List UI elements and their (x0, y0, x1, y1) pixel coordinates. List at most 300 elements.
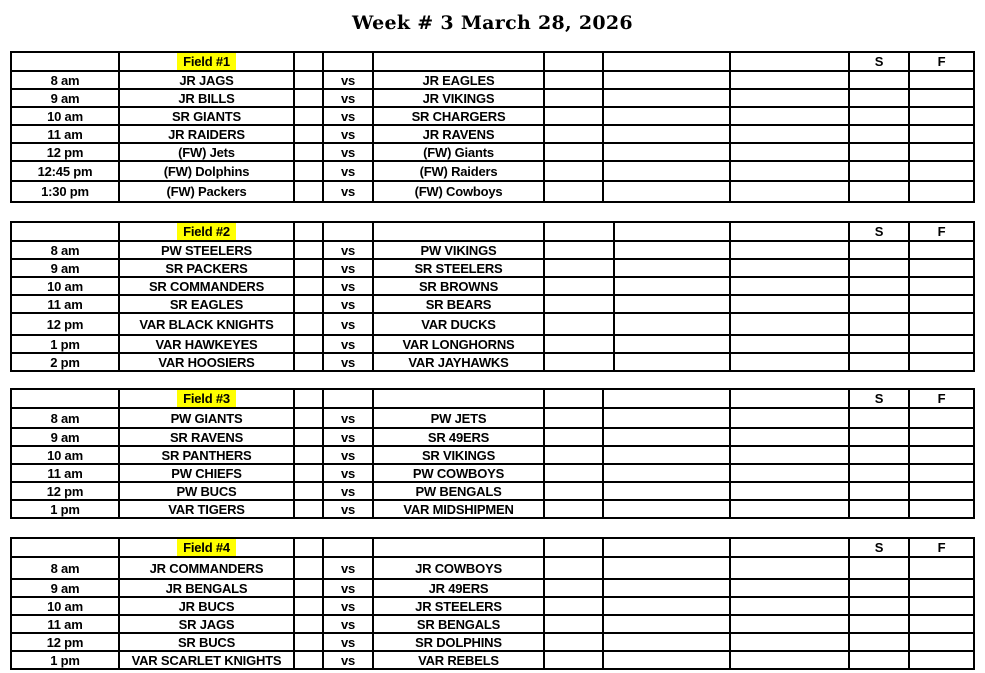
score-cell (849, 161, 909, 181)
spacer-cell (544, 464, 603, 482)
header-field-cell (119, 538, 294, 557)
score-cell (849, 464, 909, 482)
away-team-cell: SR VIKINGS (373, 446, 544, 464)
spacer-cell (294, 241, 323, 259)
spacer-cell (544, 579, 603, 597)
header-forfeit-col: F (909, 538, 974, 557)
home-team-cell: JR JAGS (119, 71, 294, 89)
empty-cell (730, 615, 849, 633)
vs-label: vs (323, 633, 373, 651)
vs-label: vs (323, 557, 373, 579)
empty-cell (730, 125, 849, 143)
empty-cell (730, 222, 849, 241)
spacer-cell (544, 89, 603, 107)
time-cell: 9 am (11, 579, 119, 597)
away-team-cell: SR BENGALS (373, 615, 544, 633)
forfeit-cell (909, 295, 974, 313)
empty-cell (603, 389, 730, 408)
game-row (11, 579, 974, 597)
empty-cell (603, 408, 730, 428)
header-time-cell (11, 222, 119, 241)
score-cell (849, 143, 909, 161)
spacer-cell (544, 241, 614, 259)
spacer-cell (544, 500, 603, 518)
schedule-table-field-1 (10, 51, 975, 203)
score-cell (849, 241, 909, 259)
spacer-cell (544, 615, 603, 633)
empty-cell (544, 389, 603, 408)
time-cell: 10 am (11, 597, 119, 615)
empty-cell (730, 161, 849, 181)
forfeit-cell (909, 353, 974, 371)
empty-cell (603, 89, 730, 107)
empty-cell (730, 464, 849, 482)
away-team-cell: VAR MIDSHIPMEN (373, 500, 544, 518)
forfeit-cell (909, 71, 974, 89)
time-cell: 8 am (11, 408, 119, 428)
vs-label: vs (323, 241, 373, 259)
vs-label: vs (323, 161, 373, 181)
vs-label: vs (323, 107, 373, 125)
header-score-col: S (849, 389, 909, 408)
home-team-cell: (FW) Jets (119, 143, 294, 161)
time-cell: 11 am (11, 125, 119, 143)
home-team-cell: JR BUCS (119, 597, 294, 615)
spacer-cell (294, 107, 323, 125)
time-cell: 11 am (11, 295, 119, 313)
spacer-cell (294, 651, 323, 669)
time-cell: 1 pm (11, 335, 119, 353)
home-team-cell: SR PANTHERS (119, 446, 294, 464)
away-team-cell: JR VIKINGS (373, 89, 544, 107)
game-row (11, 89, 974, 107)
empty-cell (730, 408, 849, 428)
spacer-cell (544, 143, 603, 161)
table-header-row (11, 389, 974, 408)
score-cell (849, 633, 909, 651)
spacer-cell (544, 353, 614, 371)
away-team-cell: JR 49ERS (373, 579, 544, 597)
spacer-cell (544, 428, 603, 446)
home-team-cell: (FW) Dolphins (119, 161, 294, 181)
spacer-cell (544, 633, 603, 651)
empty-cell (323, 52, 373, 71)
forfeit-cell (909, 161, 974, 181)
score-cell (849, 482, 909, 500)
away-team-cell: (FW) Raiders (373, 161, 544, 181)
spacer-cell (544, 277, 614, 295)
empty-cell (730, 241, 849, 259)
game-row (11, 651, 974, 669)
empty-cell (730, 89, 849, 107)
header-score-col: S (849, 222, 909, 241)
header-time-cell (11, 52, 119, 71)
game-row (11, 353, 974, 371)
schedule-table-field-3 (10, 388, 975, 519)
home-team-cell: SR BUCS (119, 633, 294, 651)
spacer-cell (544, 107, 603, 125)
spacer-cell (294, 464, 323, 482)
away-team-cell: (FW) Giants (373, 143, 544, 161)
home-team-cell: PW STEELERS (119, 241, 294, 259)
spacer-cell (544, 597, 603, 615)
score-cell (849, 313, 909, 335)
vs-label: vs (323, 464, 373, 482)
empty-cell (614, 295, 730, 313)
time-cell: 9 am (11, 428, 119, 446)
forfeit-cell (909, 446, 974, 464)
vs-label: vs (323, 597, 373, 615)
home-team-cell: PW GIANTS (119, 408, 294, 428)
away-team-cell: SR BROWNS (373, 277, 544, 295)
forfeit-cell (909, 125, 974, 143)
vs-label: vs (323, 446, 373, 464)
away-team-cell: VAR DUCKS (373, 313, 544, 335)
empty-cell (323, 538, 373, 557)
game-row (11, 143, 974, 161)
spacer-cell (544, 295, 614, 313)
game-row (11, 241, 974, 259)
empty-cell (730, 633, 849, 651)
forfeit-cell (909, 313, 974, 335)
empty-cell (730, 579, 849, 597)
empty-cell (603, 633, 730, 651)
spacer-cell (294, 500, 323, 518)
header-forfeit-col: F (909, 222, 974, 241)
empty-cell (603, 500, 730, 518)
away-team-cell: VAR REBELS (373, 651, 544, 669)
table-header-row (11, 538, 974, 557)
spacer-cell (544, 161, 603, 181)
spacer-cell (294, 408, 323, 428)
time-cell: 2 pm (11, 353, 119, 371)
score-cell (849, 107, 909, 125)
score-cell (849, 353, 909, 371)
score-cell (849, 428, 909, 446)
empty-cell (730, 335, 849, 353)
spacer-cell (294, 259, 323, 277)
empty-cell (294, 222, 323, 241)
score-cell (849, 125, 909, 143)
forfeit-cell (909, 651, 974, 669)
forfeit-cell (909, 277, 974, 295)
empty-cell (730, 500, 849, 518)
spacer-cell (544, 313, 614, 335)
game-row (11, 428, 974, 446)
empty-cell (603, 143, 730, 161)
home-team-cell: VAR TIGERS (119, 500, 294, 518)
vs-label: vs (323, 295, 373, 313)
game-row (11, 335, 974, 353)
game-row (11, 125, 974, 143)
empty-cell (730, 389, 849, 408)
header-time-cell (11, 538, 119, 557)
empty-cell (730, 557, 849, 579)
time-cell: 8 am (11, 241, 119, 259)
forfeit-cell (909, 464, 974, 482)
table-header-row (11, 222, 974, 241)
forfeit-cell (909, 579, 974, 597)
away-team-cell: PW BENGALS (373, 482, 544, 500)
forfeit-cell (909, 143, 974, 161)
home-team-cell: (FW) Packers (119, 181, 294, 202)
away-team-cell: SR BEARS (373, 295, 544, 313)
game-row (11, 446, 974, 464)
empty-cell (544, 538, 603, 557)
spacer-cell (294, 277, 323, 295)
away-team-cell: PW VIKINGS (373, 241, 544, 259)
field-label: Field #4 (177, 539, 236, 556)
game-row (11, 633, 974, 651)
time-cell: 10 am (11, 446, 119, 464)
empty-cell (323, 222, 373, 241)
time-cell: 12 pm (11, 633, 119, 651)
empty-cell (730, 353, 849, 371)
spacer-cell (294, 579, 323, 597)
empty-cell (603, 107, 730, 125)
spacer-cell (544, 259, 614, 277)
score-cell (849, 597, 909, 615)
forfeit-cell (909, 259, 974, 277)
time-cell: 12 pm (11, 482, 119, 500)
empty-cell (373, 538, 544, 557)
score-cell (849, 408, 909, 428)
vs-label: vs (323, 89, 373, 107)
empty-cell (614, 313, 730, 335)
time-cell: 8 am (11, 71, 119, 89)
home-team-cell: SR COMMANDERS (119, 277, 294, 295)
vs-label: vs (323, 500, 373, 518)
empty-cell (730, 107, 849, 125)
spacer-cell (294, 633, 323, 651)
empty-cell (730, 482, 849, 500)
spacer-cell (294, 89, 323, 107)
vs-label: vs (323, 353, 373, 371)
vs-label: vs (323, 335, 373, 353)
vs-label: vs (323, 259, 373, 277)
forfeit-cell (909, 428, 974, 446)
score-cell (849, 335, 909, 353)
spacer-cell (294, 353, 323, 371)
game-row (11, 277, 974, 295)
empty-cell (730, 143, 849, 161)
game-row (11, 313, 974, 335)
empty-cell (730, 295, 849, 313)
empty-cell (603, 615, 730, 633)
forfeit-cell (909, 335, 974, 353)
header-score-col: S (849, 538, 909, 557)
header-forfeit-col: F (909, 52, 974, 71)
time-cell: 10 am (11, 107, 119, 125)
spacer-cell (294, 313, 323, 335)
home-team-cell: SR JAGS (119, 615, 294, 633)
forfeit-cell (909, 597, 974, 615)
score-cell (849, 89, 909, 107)
game-row (11, 181, 974, 202)
game-row (11, 482, 974, 500)
empty-cell (730, 446, 849, 464)
forfeit-cell (909, 89, 974, 107)
vs-label: vs (323, 615, 373, 633)
away-team-cell: JR COWBOYS (373, 557, 544, 579)
time-cell: 1 pm (11, 651, 119, 669)
empty-cell (603, 428, 730, 446)
empty-cell (730, 277, 849, 295)
empty-cell (544, 222, 614, 241)
score-cell (849, 259, 909, 277)
home-team-cell: SR GIANTS (119, 107, 294, 125)
game-row (11, 500, 974, 518)
spacer-cell (544, 446, 603, 464)
empty-cell (603, 482, 730, 500)
empty-cell (603, 597, 730, 615)
forfeit-cell (909, 181, 974, 202)
spacer-cell (294, 143, 323, 161)
empty-cell (730, 538, 849, 557)
away-team-cell: JR RAVENS (373, 125, 544, 143)
home-team-cell: VAR HOOSIERS (119, 353, 294, 371)
header-field-cell (119, 222, 294, 241)
spacer-cell (544, 125, 603, 143)
empty-cell (603, 71, 730, 89)
home-team-cell: JR RAIDERS (119, 125, 294, 143)
empty-cell (603, 651, 730, 669)
spacer-cell (294, 482, 323, 500)
empty-cell (614, 335, 730, 353)
home-team-cell: VAR SCARLET KNIGHTS (119, 651, 294, 669)
game-row (11, 161, 974, 181)
away-team-cell: PW COWBOYS (373, 464, 544, 482)
game-row (11, 107, 974, 125)
game-row (11, 408, 974, 428)
forfeit-cell (909, 557, 974, 579)
spacer-cell (544, 181, 603, 202)
field-label: Field #3 (177, 390, 236, 407)
score-cell (849, 651, 909, 669)
empty-cell (614, 277, 730, 295)
score-cell (849, 500, 909, 518)
spacer-cell (294, 181, 323, 202)
spacer-cell (544, 408, 603, 428)
score-cell (849, 557, 909, 579)
empty-cell (730, 597, 849, 615)
spacer-cell (294, 557, 323, 579)
vs-label: vs (323, 579, 373, 597)
spacer-cell (544, 482, 603, 500)
spacer-cell (544, 651, 603, 669)
header-time-cell (11, 389, 119, 408)
empty-cell (614, 241, 730, 259)
home-team-cell: SR EAGLES (119, 295, 294, 313)
empty-cell (373, 389, 544, 408)
home-team-cell: JR COMMANDERS (119, 557, 294, 579)
empty-cell (730, 428, 849, 446)
empty-cell (323, 389, 373, 408)
game-row (11, 597, 974, 615)
score-cell (849, 71, 909, 89)
spacer-cell (294, 446, 323, 464)
score-cell (849, 295, 909, 313)
away-team-cell: (FW) Cowboys (373, 181, 544, 202)
score-cell (849, 579, 909, 597)
spacer-cell (294, 597, 323, 615)
score-cell (849, 181, 909, 202)
spacer-cell (294, 161, 323, 181)
vs-label: vs (323, 277, 373, 295)
empty-cell (603, 181, 730, 202)
vs-label: vs (323, 125, 373, 143)
score-cell (849, 615, 909, 633)
away-team-cell: VAR JAYHAWKS (373, 353, 544, 371)
home-team-cell: SR PACKERS (119, 259, 294, 277)
game-row (11, 557, 974, 579)
header-field-cell (119, 389, 294, 408)
home-team-cell: PW BUCS (119, 482, 294, 500)
empty-cell (373, 52, 544, 71)
home-team-cell: PW CHIEFS (119, 464, 294, 482)
away-team-cell: SR CHARGERS (373, 107, 544, 125)
vs-label: vs (323, 408, 373, 428)
time-cell: 12 pm (11, 313, 119, 335)
time-cell: 9 am (11, 259, 119, 277)
time-cell: 10 am (11, 277, 119, 295)
game-row (11, 615, 974, 633)
away-team-cell: JR STEELERS (373, 597, 544, 615)
empty-cell (730, 313, 849, 335)
empty-cell (294, 52, 323, 71)
spacer-cell (544, 335, 614, 353)
forfeit-cell (909, 408, 974, 428)
empty-cell (603, 161, 730, 181)
schedule-table-field-4 (10, 537, 975, 670)
empty-cell (614, 259, 730, 277)
time-cell: 11 am (11, 615, 119, 633)
empty-cell (603, 52, 730, 71)
time-cell: 12 pm (11, 143, 119, 161)
spacer-cell (294, 428, 323, 446)
empty-cell (730, 181, 849, 202)
empty-cell (603, 464, 730, 482)
away-team-cell: JR EAGLES (373, 71, 544, 89)
spacer-cell (294, 295, 323, 313)
forfeit-cell (909, 482, 974, 500)
home-team-cell: JR BILLS (119, 89, 294, 107)
game-row (11, 464, 974, 482)
empty-cell (544, 52, 603, 71)
empty-cell (294, 538, 323, 557)
empty-cell (730, 52, 849, 71)
time-cell: 12:45 pm (11, 161, 119, 181)
spacer-cell (294, 335, 323, 353)
game-row (11, 259, 974, 277)
header-forfeit-col: F (909, 389, 974, 408)
field-label: Field #2 (177, 223, 236, 240)
time-cell: 1:30 pm (11, 181, 119, 202)
vs-label: vs (323, 428, 373, 446)
empty-cell (730, 651, 849, 669)
time-cell: 9 am (11, 89, 119, 107)
home-team-cell: VAR BLACK KNIGHTS (119, 313, 294, 335)
time-cell: 8 am (11, 557, 119, 579)
empty-cell (373, 222, 544, 241)
empty-cell (730, 71, 849, 89)
vs-label: vs (323, 143, 373, 161)
spacer-cell (294, 125, 323, 143)
time-cell: 1 pm (11, 500, 119, 518)
forfeit-cell (909, 241, 974, 259)
forfeit-cell (909, 615, 974, 633)
table-header-row (11, 52, 974, 71)
